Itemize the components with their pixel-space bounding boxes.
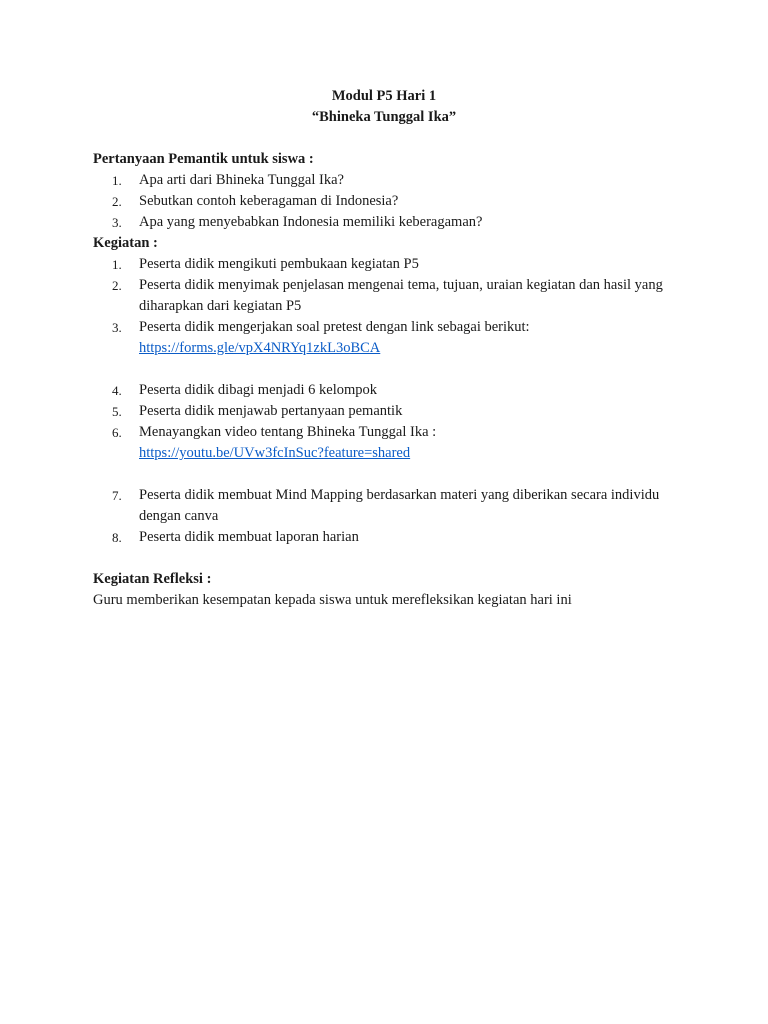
document-title: Modul P5 Hari 1	[331, 88, 437, 104]
spacer	[93, 548, 683, 569]
list-item	[93, 527, 683, 548]
list-number: 2.	[112, 278, 122, 293]
list-item-text: Peserta didik mengerjakan soal pretest dengan link sebagai berikut:	[139, 319, 530, 335]
kegiatan-list-continued	[93, 380, 683, 464]
list-item-text: Peserta didik menyimak penjelasan mengenai tema, tujuan, uraian kegiatan dan hasil yang diharapkan dari kegiatan P5	[139, 277, 663, 314]
list-item	[93, 380, 683, 401]
list-item	[93, 485, 683, 527]
list-item	[93, 401, 683, 422]
list-number: 1.	[112, 257, 122, 272]
kegiatan-list	[93, 254, 683, 359]
youtube-video-link[interactable]: https://youtu.be/UVw3fcInSuc?feature=shared	[139, 445, 411, 461]
list-item	[93, 191, 683, 212]
spacer	[93, 464, 683, 485]
list-item-text: Apa arti dari Bhineka Tunggal Ika?	[139, 172, 344, 188]
list-item-text: Peserta didik membuat Mind Mapping berdasarkan materi yang diberikan secara individu dengan canva	[139, 487, 660, 524]
list-item-text: Apa yang menyebabkan Indonesia memiliki keberagaman?	[139, 214, 483, 230]
list-number: 6.	[112, 425, 122, 440]
pretest-form-link[interactable]: https://forms.gle/vpX4NRYq1zkL3oBCA	[139, 340, 381, 356]
list-number: 5.	[112, 404, 122, 419]
list-number: 8.	[112, 530, 122, 545]
section-heading-refleksi: Kegiatan Refleksi :	[93, 571, 212, 587]
list-number: 3.	[112, 215, 122, 230]
list-number: 7.	[112, 488, 122, 503]
list-item-text: Sebutkan contoh keberagaman di Indonesia?	[139, 193, 399, 209]
spacer	[93, 359, 683, 380]
pemantik-question-list	[93, 170, 683, 233]
section-heading-pemantik: Pertanyaan Pemantik untuk siswa :	[93, 151, 314, 167]
list-number: 4.	[112, 383, 122, 398]
list-number: 1.	[112, 173, 122, 188]
list-number: 3.	[112, 320, 122, 335]
document-subtitle: “Bhineka Tunggal Ika”	[311, 109, 457, 125]
list-item-text: Peserta didik mengikuti pembukaan kegiatan P5	[139, 256, 419, 272]
list-item-text: Peserta didik menjawab pertanyaan pemantik	[139, 403, 403, 419]
list-item	[93, 254, 683, 275]
list-item-text: Peserta didik dibagi menjadi 6 kelompok	[139, 382, 377, 398]
list-item	[93, 212, 683, 233]
kegiatan-list-final	[93, 485, 683, 548]
list-item	[93, 275, 683, 317]
list-item-text: Menayangkan video tentang Bhineka Tunggal Ika :	[139, 424, 437, 440]
refleksi-text: Guru memberikan kesempatan kepada siswa untuk merefleksikan kegiatan hari ini	[93, 592, 572, 608]
document-body	[93, 149, 683, 611]
section-heading-kegiatan: Kegiatan :	[93, 235, 158, 251]
list-item	[93, 422, 683, 464]
list-item	[93, 170, 683, 191]
title-block	[0, 86, 768, 128]
list-item	[93, 317, 683, 359]
list-number: 2.	[112, 194, 122, 209]
list-item-text: Peserta didik membuat laporan harian	[139, 529, 359, 545]
